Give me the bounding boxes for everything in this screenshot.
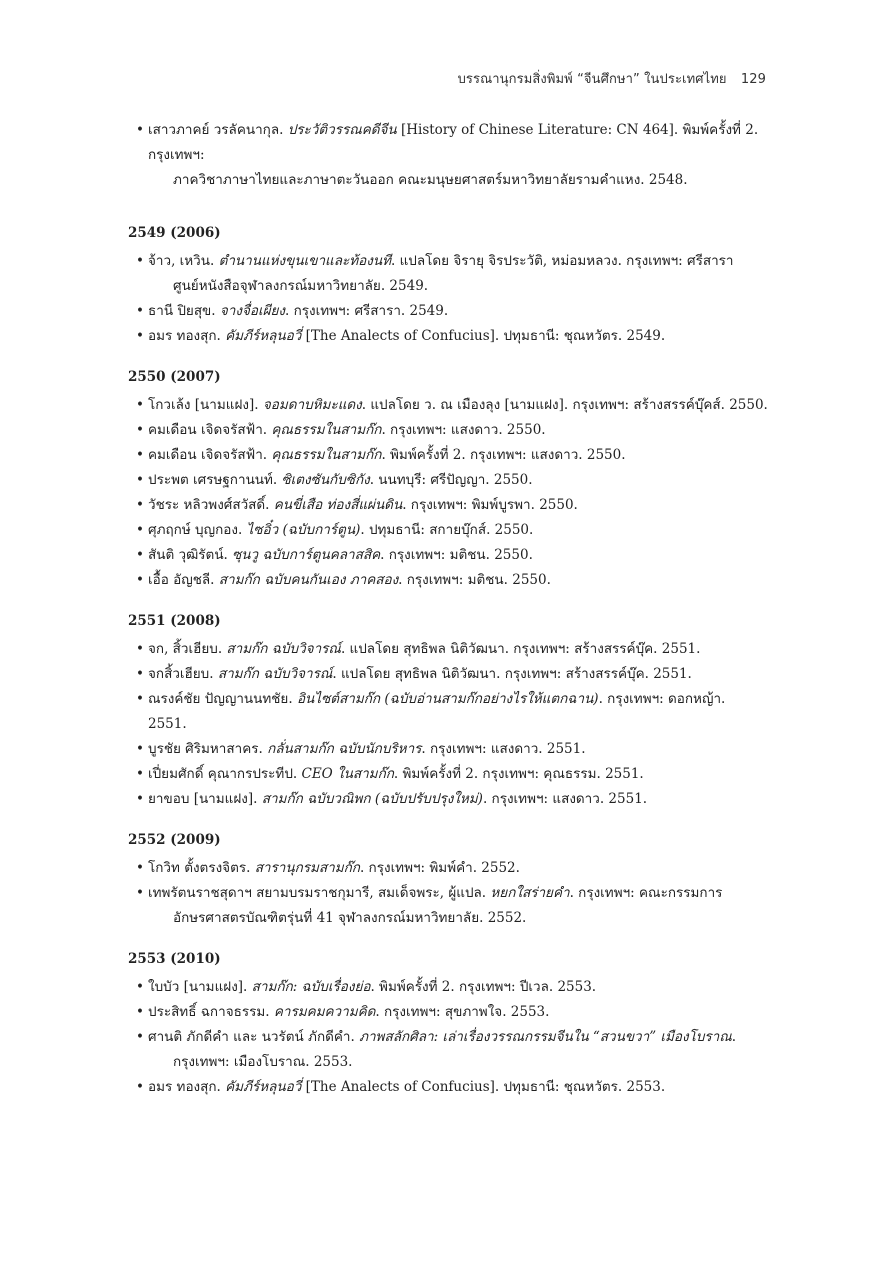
bibliography-entry xyxy=(128,637,768,662)
year-section xyxy=(128,613,768,812)
year-section xyxy=(128,225,768,349)
entry-author: ศานติ ภักดีคำ และ นวรัตน์ ภักดีคำ. xyxy=(148,1029,360,1045)
entry-author: จ้าว, เหวิน. xyxy=(148,253,219,269)
entry-title: คุณธรรมในสามก๊ก xyxy=(271,422,382,438)
entry-publication: . ปทุมธานี: สกายบุ๊กส์. 2550. xyxy=(360,522,534,538)
bibliography-entry xyxy=(128,881,768,931)
bibliography-entry xyxy=(128,543,768,568)
entry-author: โกวิท ตั้งตรงจิตร. xyxy=(148,860,255,876)
entry-author: อมร ทองสุก. xyxy=(148,1079,226,1095)
bibliography-entry xyxy=(128,1025,768,1075)
entry-publication: . กรุงเทพฯ: ศรีสารา. 2549. xyxy=(285,303,449,319)
entry-title: คัมภีร์หลุนอวี่ xyxy=(225,328,302,344)
entry-title: กลั่นสามก๊ก ฉบับนักบริหาร xyxy=(267,741,422,757)
bibliography-entry xyxy=(128,468,768,493)
entry-publication: . นนทบุรี: ศรีปัญญา. 2550. xyxy=(369,472,533,488)
entry-title: คนขี่เสือ ท่องสี่แผ่นดิน xyxy=(273,497,403,513)
bibliography-entry xyxy=(128,687,768,737)
entry-publication: . กรุงเทพฯ: แสงดาว. 2551. xyxy=(482,791,648,807)
entry-publication: . กรุงเทพฯ: แสงดาว. 2551. xyxy=(421,741,586,757)
entry-publication: . กรุงเทพฯ: พิมพ์คำ. 2552. xyxy=(359,860,520,876)
year-heading: 2553 (2010) xyxy=(128,951,221,967)
entry-author: บูรชัย ศิริมหาสาคร. xyxy=(148,741,268,757)
entry-title: คารมคมความคิด xyxy=(273,1004,376,1020)
bibliography-entry xyxy=(128,443,768,468)
entry-title: อินไซต์สามก๊ก (ฉบับอ่านสามก๊กอย่างไรให้แตกฉาน) xyxy=(296,691,599,707)
entry-title: คุณธรรมในสามก๊ก xyxy=(271,447,382,463)
entry-author: ยาขอบ [นามแฝง]. xyxy=(148,791,262,807)
entry-author: ธานี ปิยสุข. xyxy=(148,303,220,319)
bibliography-body xyxy=(128,118,768,1120)
entry-title: ประวัติวรรณคดีจีน xyxy=(287,122,397,138)
entry-publication: . กรุงเทพฯ: ดอกหญ้า. 2551. xyxy=(148,691,726,732)
bibliography-entry xyxy=(128,568,768,593)
bibliography-entry xyxy=(128,249,768,299)
entry-title: สามก๊ก ฉบับคนกันเอง ภาคสอง xyxy=(218,572,399,588)
bibliography-entry xyxy=(128,393,768,418)
entry-title: ซิเตงซันกับซิกัง xyxy=(281,472,370,488)
bibliography-entry xyxy=(128,975,768,1000)
entry-list xyxy=(128,249,768,349)
year-section xyxy=(128,832,768,931)
bibliography-entry xyxy=(128,493,768,518)
bibliography-entry xyxy=(128,518,768,543)
entry-author: เอื้อ อัญชลี. xyxy=(148,572,219,588)
page-number: 129 xyxy=(740,72,766,87)
entry-author: เปี่ยมศักดิ์ คุณากรประทีป. xyxy=(148,766,302,782)
year-heading: 2549 (2006) xyxy=(128,225,221,241)
bibliography-entry xyxy=(128,737,768,762)
bibliography-entry xyxy=(128,787,768,812)
year-section xyxy=(128,951,768,1100)
entry-list xyxy=(128,856,768,931)
entry-publication: [History of Chinese Literature: CN 464]. พิมพ์ครั้งที่ 2. กรุงเทพฯ: xyxy=(148,122,759,163)
bibliography-entry xyxy=(128,762,768,787)
entry-author: จก, สิ้วเฮียบ. xyxy=(148,641,227,657)
bibliography-entry xyxy=(128,1000,768,1025)
running-header xyxy=(458,68,766,89)
header-title: บรรณานุกรมสิ่งพิมพ์ “จีนศึกษา” ในประเทศไทย xyxy=(457,72,727,87)
bibliography-entry xyxy=(128,324,768,349)
bibliography-entry xyxy=(128,299,768,324)
entry-publication: . พิมพ์ครั้งที่ 2. กรุงเทพฯ: แสงดาว. 2550. xyxy=(381,447,626,463)
entry-title: สามก๊ก ฉบับวณิพก (ฉบับปรับปรุงใหม่) xyxy=(261,791,483,807)
entry-author: ประพต เศรษฐกานนท์. xyxy=(148,472,282,488)
bibliography-entry xyxy=(128,1075,768,1100)
entry-author: เทพรัตนราชสุดาฯ สยามบรมราชกุมารี, สมเด็จพระ, ผู้แปล. xyxy=(148,885,491,901)
entry-publication: [The Analects of Confucius]. ปทุมธานี: ชุณหวัตร. 2553. xyxy=(301,1079,666,1095)
entry-list xyxy=(128,975,768,1100)
entry-publication: . พิมพ์ครั้งที่ 2. กรุงเทพฯ: คุณธรรม. 2551. xyxy=(393,766,644,782)
year-heading: 2551 (2008) xyxy=(128,613,221,629)
entry-author: ศุภฤกษ์ บุญกอง. xyxy=(148,522,247,538)
entry-author: คมเดือน เจิดจรัสฟ้า. xyxy=(148,447,272,463)
bibliography-entry xyxy=(128,856,768,881)
year-section xyxy=(128,369,768,593)
entry-publication: . กรุงเทพฯ: แสงดาว. 2550. xyxy=(381,422,546,438)
entry-publication: . แปลโดย สุทธิพล นิติวัฒนา. กรุงเทพฯ: สร้างสรรค์บุ๊ค. 2551. xyxy=(340,641,701,657)
entry-title: ภาพสลักศิลา: เล่าเรื่องวรรณกรรมจีนใน “สวนขวา” เมืองโบราณ xyxy=(359,1029,732,1045)
entry-title: CEO ในสามก๊ก xyxy=(301,766,394,782)
entry-title: สารานุกรมสามก๊ก xyxy=(254,860,360,876)
entry-list xyxy=(128,393,768,593)
entry-author: เสาวภาคย์ วรลัคนากุล. xyxy=(148,122,288,138)
bibliography-entry xyxy=(128,418,768,443)
entry-author: คมเดือน เจิดจรัสฟ้า. xyxy=(148,422,272,438)
entry-title: สามก๊ก ฉบับวิจารณ์ xyxy=(226,641,341,657)
entry-continuation: กรุงเทพฯ: เมืองโบราณ. 2553. xyxy=(173,1054,353,1070)
entry-publication: . กรุงเทพฯ: คณะกรรมการ xyxy=(569,885,723,901)
lead-section xyxy=(128,118,768,193)
bibliography-entry xyxy=(128,662,768,687)
entry-title: หยกใสร่ายคำ xyxy=(490,885,570,901)
entry-author: อมร ทองสุก. xyxy=(148,328,226,344)
entry-title: จางจื่อเผียง xyxy=(219,303,286,319)
entry-continuation: อักษรศาสตรบัณฑิตรุ่นที่ 41 จุฬาลงกรณ์มหาวิทยาลัย. 2552. xyxy=(173,910,527,926)
entry-publication: . แปลโดย ว. ณ เมืองลุง [นามแฝง]. กรุงเทพฯ: สร้างสรรค์บุ๊คส์. 2550. xyxy=(361,397,768,413)
entry-publication: . พิมพ์ครั้งที่ 2. กรุงเทพฯ: ปีเวล. 2553. xyxy=(370,979,597,995)
entry-title: คัมภีร์หลุนอวี่ xyxy=(225,1079,302,1095)
entry-continuation: ภาควิชาภาษาไทยและภาษาตะวันออก คณะมนุษยศาสตร์มหาวิทยาลัยรามคำแหง. 2548. xyxy=(173,172,688,188)
entry-author: ณรงค์ชัย ปัญญานนทชัย. xyxy=(148,691,297,707)
entry-publication: . กรุงเทพฯ: มติชน. 2550. xyxy=(398,572,551,588)
entry-publication: . xyxy=(731,1029,737,1045)
entry-author: ประสิทธิ์ ฉกาจธรรม. xyxy=(148,1004,274,1020)
entry-publication: . กรุงเทพฯ: มติชน. 2550. xyxy=(380,547,533,563)
bibliography-entry xyxy=(128,118,768,193)
entry-publication: [The Analects of Confucius]. ปทุมธานี: ชุณหวัตร. 2549. xyxy=(301,328,666,344)
entry-author: โกวเล้ง [นามแฝง]. xyxy=(148,397,263,413)
entry-author: ใบบัว [นามแฝง]. xyxy=(148,979,252,995)
entry-title: ซุนวู ฉบับการ์ตูนคลาสสิค xyxy=(232,547,381,563)
entry-publication: . แปลโดย สุทธิพล นิติวัฒนา. กรุงเทพฯ: สร้างสรรค์บุ๊ค. 2551. xyxy=(332,666,692,682)
entry-author: สันติ วุฒิรัตน์. xyxy=(148,547,233,563)
year-heading: 2550 (2007) xyxy=(128,369,221,385)
year-heading: 2552 (2009) xyxy=(128,832,221,848)
entry-author: จกสิ้วเฮียบ. xyxy=(148,666,218,682)
entry-publication: . กรุงเทพฯ: สุขภาพใจ. 2553. xyxy=(375,1004,550,1020)
entry-continuation: ศูนย์หนังสือจุฬาลงกรณ์มหาวิทยาลัย. 2549. xyxy=(173,278,429,294)
entry-publication: . แปลโดย จิรายุ จิรประวัติ, หม่อมหลวง. กรุงเทพฯ: ศรีสารา xyxy=(390,253,734,269)
entry-title: สามก๊ก ฉบับวิจารณ์ xyxy=(217,666,333,682)
entry-title: จอมดาบหิมะแดง xyxy=(262,397,362,413)
entry-publication: . กรุงเทพฯ: พิมพ์บูรพา. 2550. xyxy=(402,497,578,513)
entry-author: วัชระ หลิวพงศ์สวัสดิ์. xyxy=(148,497,274,513)
entry-list xyxy=(128,637,768,812)
entry-title: ไซอิ๋ว (ฉบับการ์ตูน) xyxy=(246,522,361,538)
entry-list xyxy=(128,118,768,193)
entry-title: สามก๊ก: ฉบับเรื่องย่อ xyxy=(251,979,371,995)
entry-title: ตำนานแห่งขุนเขาและท้องนที xyxy=(218,253,391,269)
